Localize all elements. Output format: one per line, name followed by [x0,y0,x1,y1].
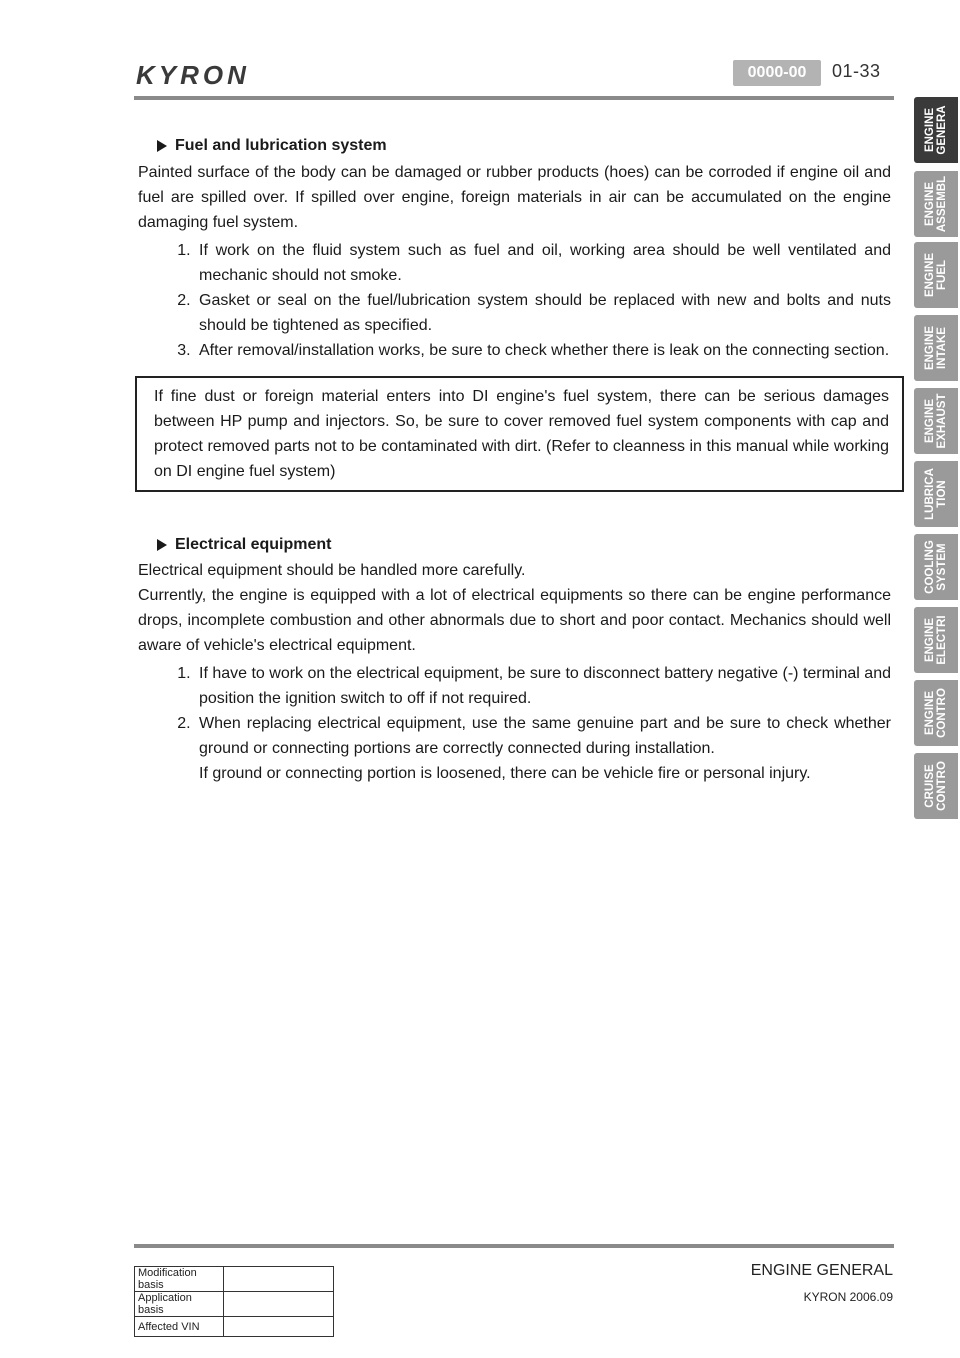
table-cell-value [224,1317,334,1337]
tab-lubrication[interactable]: LUBRICA TION [914,461,958,527]
table-cell-value [224,1267,334,1292]
electrical-intro-line: Electrical equipment should be handled more carefully. [138,562,526,579]
list-item: 1. If work on the fluid system such as fuel and oil, working area should be well ventilated and mechanic should not smoke. [195,238,891,288]
fuel-intro-paragraph: Painted surface of the body can be damaged or rubber products (hoes) can be corroded if engine oil and fuel are spilled over. If spilled over engine, foreign materials in air can be accumulated on the engine damaging fuel system. [138,164,891,231]
list-item [195,711,891,786]
footer-subtitle: KYRON 2006.09 [803,1290,893,1304]
tab-cooling-system[interactable]: COOLING SYSTEM [914,534,958,600]
tab-cruise-control[interactable]: CRUISE CONTRO [914,753,958,819]
footer-title: ENGINE GENERAL [750,1262,893,1279]
list-item-extra-text: If ground or connecting portion is loosened, there can be vehicle fire or personal injury. [199,765,811,782]
tab-engine-fuel[interactable]: ENGINE FUEL [914,242,958,308]
list-item: 1. If have to work on the electrical equipment, be sure to disconnect battery negative (-) terminal and position the ignition switch to off if not required. [195,661,891,711]
table-cell-label: Application basis [135,1292,224,1317]
tab-engine-assembly[interactable]: ENGINE ASSEMBL [914,171,958,237]
list-item: 2. Gasket or seal on the fuel/lubrication system should be replaced with new and bolts and nuts should be tightened as specified. [195,288,891,338]
tab-engine-general[interactable]: ENGINE GENERA [914,97,958,163]
modification-table [134,1266,334,1337]
electrical-steps-list [138,661,891,786]
section-code-badge: 0000-00 [733,60,821,86]
main-content [138,135,891,786]
caution-note-box: If fine dust or foreign material enters into DI engine's fuel system, there can be serious damages between HP pump and injectors. So, be sure to cover removed fuel system components with cap and protect removed parts not to be contaminated with dirt. (Refer to cleanness in this manual while working on DI engine fuel system) [135,376,904,492]
tab-engine-electrical[interactable]: ENGINE ELECTRI [914,607,958,673]
tab-engine-exhaust[interactable]: ENGINE EXHAUST [914,388,958,454]
table-row [135,1317,334,1337]
fuel-steps-list [138,238,891,363]
list-item: 3. After removal/installation works, be sure to check whether there is leak on the connecting section. [195,338,891,363]
tab-engine-intake[interactable]: ENGINE INTAKE [914,315,958,381]
header-divider [134,96,894,100]
table-cell-label: Affected VIN [135,1317,224,1337]
tab-engine-control[interactable]: ENGINE CONTRO [914,680,958,746]
table-row [135,1292,334,1317]
logo-text: KYRON [136,62,250,90]
triangle-bullet-icon [157,539,167,551]
footer-divider [134,1244,894,1248]
page-number: 01-33 [832,61,881,81]
list-item-text: When replacing electrical equipment, use the same genuine part and be sure to check whether ground or connecting portions are correctly connected during installation. [199,715,891,757]
table-row [135,1267,334,1292]
table-cell-value [224,1292,334,1317]
table-cell-label: Modification basis [135,1267,224,1292]
kyron-logo [134,62,284,90]
section-heading-fuel: Fuel and lubrication system [160,135,891,157]
triangle-bullet-icon [157,140,167,152]
section-heading-electrical: Electrical equipment [160,534,891,556]
electrical-intro-paragraph: Currently, the engine is equipped with a lot of electrical equipments so there can be engine performance drops, incomplete combustion and other abnormals due to short and poor contact. Mechanics should well aware of vehicle's electrical equipment. [138,587,891,654]
